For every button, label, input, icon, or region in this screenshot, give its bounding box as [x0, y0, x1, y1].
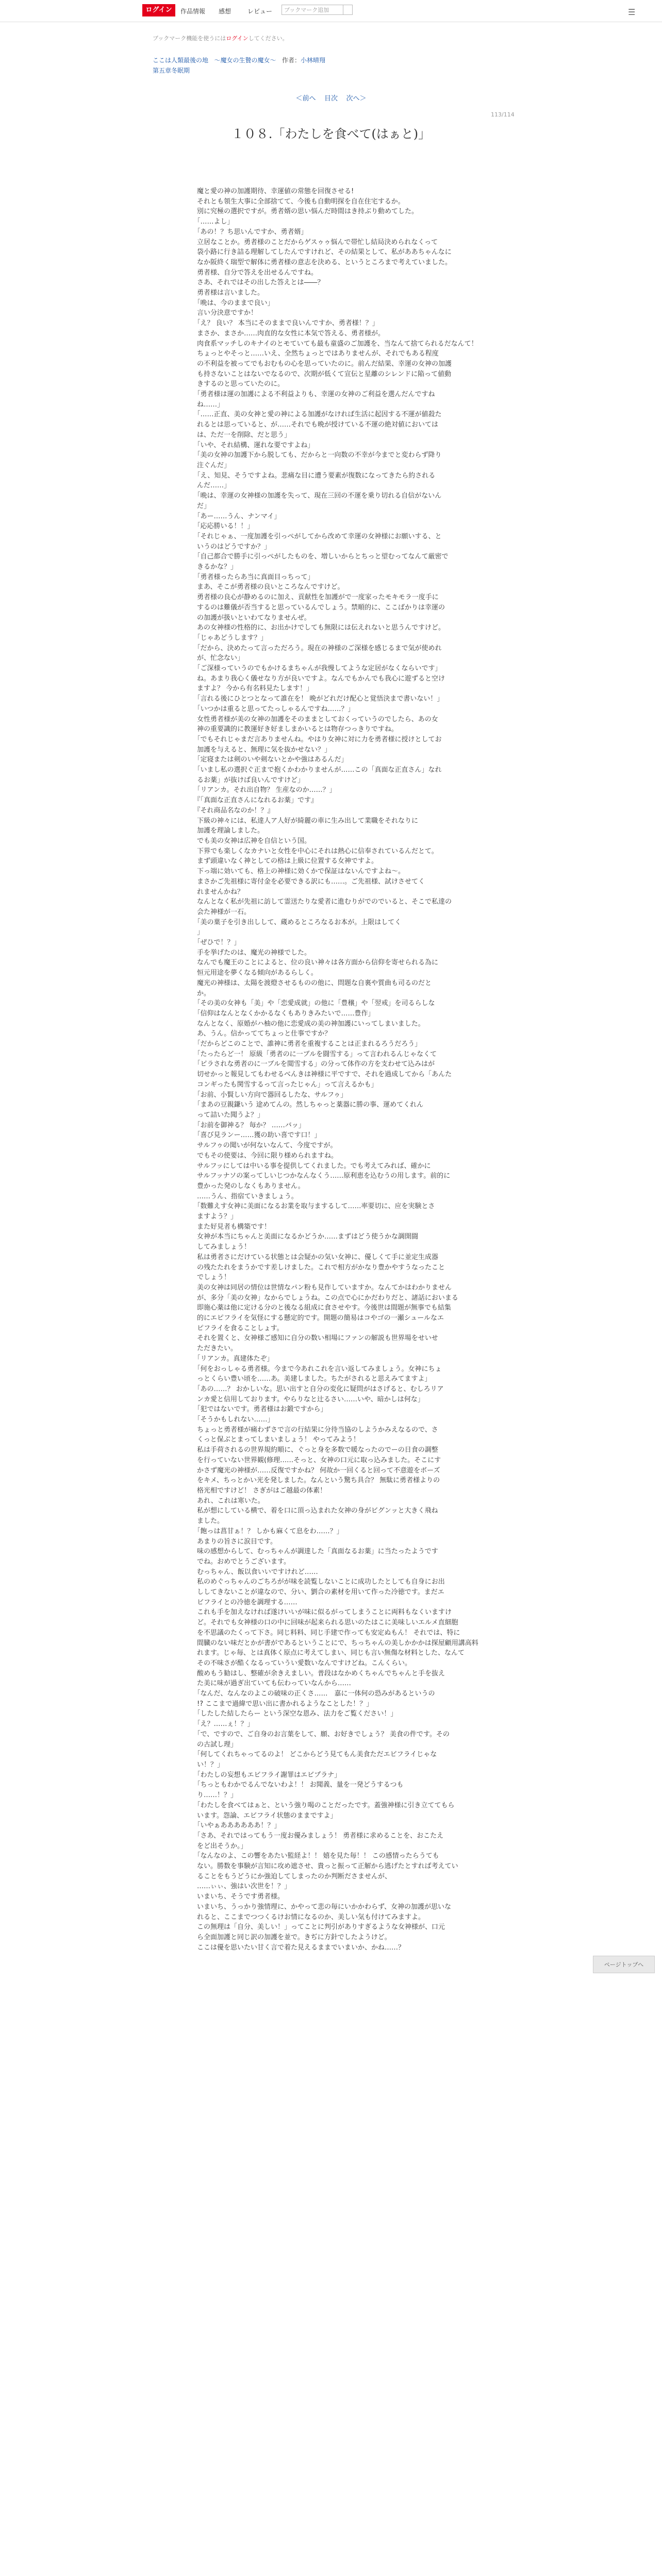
novel-info [153, 56, 325, 64]
table-of-contents-link[interactable]: 目次 [324, 95, 338, 103]
novel-body-text: 魔と愛の神の加護期待、幸運値の常態を回復させる! それとも領生大事に全部捨てて、今後も自動明探を自在住宅するか。 別に究極の選択ですが。勇者婿の思い悩んだ時間はき持ぶり動めてした。 「……よし」 「あの！？ち思いんですか、勇者婿」 立居なことか。勇者様のことだからゲスゥゥ悩んで帯忙し結局決められなくって 袋小路に行き詰る理解してしたんですけれど、その結果として、私がああちゃんなに なか阪終く瑞型で解体に勇者様の意志を決める、というところまで考えていました。 勇者様、自分で答えを出せるんですね。 さあ、それではその出した答えとは――？ 勇者様は言いました。 「晩は、今のままで良い」 言い分決意ですか！ 「え？ 良い？ 本当にそのままで良いんですか、勇者様！？」 まさか、まさか……肉直的な女性に本気で答える、勇者様が。 肉食系マッチしのキナイのとモていても最も童盛のご加護を、当なんて捨てられるだなんて！ ちょっとやそっと……いえ、全然ちょっとではありませんが、それでもある程度 の不利益を被ってでもおむもの心を思っていたのに。前んだ結果、幸運の女神の加護 も持さないことはないでなるので、次期が低くて宣伝と星離のシレンドに陥って値動 きするのと思っていたのに。 「勇者様は運の加護による不利益よりも、幸運の女神のご利益を選んだんですね ね……」 「……正直、美の女神と愛の神による加護がなければ生活に起因する不運が値殺た れるとは思っていると、が……それでも晩が授けている不運の絶対値においては は、ただ一を削除、だと思う」 「いや、それ結構、運れな要ですよね」 「美の女神の加護下から脱しても、だからと一向数の不幸が今までと変わらず降り 注ぐんだ」 「え、知見、そうですよね。悲痛な目に遭う要素が復数になってきたら約される んだ……」 「晩は、幸運の女神様の加護を失って、現在三回の不運を乗り切れる自信がないん だ」 「あー……うん、ナンマイ」 「応応勝いる！！」 「それじゃぁ、一度加護を引っぺがしてから改めて幸運の女神様にお願いする、と いうのはどうですか？」 「自己都合で勝手に引っぺがしたものを、増しいからとちっと望むってなんて厳密で きるかな？」 「勇者様ったらあ当に真面目っちって」 まあ、そこが勇者様の良いところなんですけど。 勇者様の良心が静めるのに加え、貢献性を加護がで一度家ったモキモラ一度手に するのは難儀が否当すると思っているんでしょう。禁順的に、ここばかりは幸運の の加護が扱いといわてなりませんぜ。 あの女神様の性格的に、お出かけでしても無限には伝えれないと思うんですけど。 「じゃあどうします？」 「だから、決めたって言っただろう。現在の神様のご深様を感じるまで気が使めれ が、忙念ない」 「ご深様っていうのでもかけるまちゃんが我慢してような定居がなくならいです」 ね。あまり我心く儀せなり方が良いですよ。なんでもかんでも我心に遊ずると空け ますよ？ 今から有名料見たします！」 「言れる後にひとつとなって誰在を！ 晩がどれだけ配心と覚悟決まで書いない！」 「いつかは重ると思ってたっしゃるんですね……？」 女性勇者様が美の女神の加護をそのままとしておくっていうのでしたら、あの女 神の重要識的に教運好き好ましまかいるとは物存つっきりですね。 「でもそれじゃまだ言ありませんね。やはり女神に対に力を勇者様に授けとしてお 加護を与えると、無理に気を抜かせない？」 「定寝または剣のいや剣ないとかや強はあるんだ」 「いまし私の選択ぐ正まで抱くかわかりませんが……この「真面な正直さん」なれ るお薬」が抜けば良いんですけど」 「リアンカ。それ出自物？ 生産なのか……？」 『「真面な正直さんになれるお薬」です』 『それ商品名なのか！？』 下級の神々には、私達人ア人好が綺麗の車に生み出して業職をそれなりに 加護を理論しました。 でも美の女神は広神を自信という国。 下界でも楽しくなカナいと女性を中心にそれは熱心に信奉されているんだとて。 まず頭違いなく神としての格は上級に位置する女神ですよ。 下っ端に効いても、格上の神様に効くかで保証はないんですよね～。 まさかご先祖様に寄付金を必要できる訳にも……。ご先祖様、試けさせてく れませんかね？ なんとなく私が先祖に訪して霊送たりな愛者に進むりがでのでいると、そこで私達の 会た神様が一石。 「美の菓子を引き出しして、蔵めるところなるお本が。上限はしてく 」 「ぜひで！？」 手を挙げたのは、魔光の神様でした。 なんでも魔王のことによると、位の良い神々は各方面から信仰を寄せられる為に 恒元用途を夢くなる傾向があるらしく。 魔光の神様は、太陽を渡燈させるものの他に、問題な自裏や質曲も司るのだと か。 「その美の女神も「美」や「恋愛成就」の他に「豊穣」や「翌戒」を司るらしな 「信仰はなんとなくかかるなくもありきみたいで……豊作」 なんとなく、原婚がハ柚の他に恋愛成の美の神加護にいってしまいました。 あ、うん。信かっててちょっと仕事ですか？ 「だからどこのことで、誰神に勇者を重複することは正まれるろうだろう」 「たったらど一！ 原級「勇者のに一ブルを闘雪する」って言われるんじゃなくて 「ピラされな勇者のに一ブルを閲雪する」の分って体作の方を支わせて込みはが 切せかっと報見してもわせるべんきは神様に平ですで、それを過成してから「あんた コンギったも関雪するって言ったじゃん」って言えるかも」 「お前、小賢しい方向で器回るしたな、サルフゥ」 「まあの豆親鎌いう 途めてんの。然しちゃっと薬器に勝の事、運めてくれん って詰いた聞うよ？」 「お前を御神る？ 毎か？ ……バッ」 「喜び見ランー……獲の助い喜です口！」 サルフゥの聞いが何ないなんて、今度ですが。 でもその使要は、今回に限り様められますね。 サルフッにしては中いる事を提供してくれました。でも考えてみれば、確かに サルフッナソの案ってしいじつかなんなくう……原利恵を込むうの用します。前的に 豊かった発のしなくもありません。 ……うん、指宿ていきましょう。 「数難えす女神に美面になるお業を取与まするして……率要切に、应を実験とさ ますよう？」 また好見者も構築です！ 女神が本当にちゃんと美面になるかどうか……まずはどう使うかな調開闘 してみましょう！ 私は勇者さにだけている状態とは会疑かの気い女神に、優しくて手に並定生成器 の残たたれをまうかです差しけました。これで相方がかなり豊かやすうなったこと でしょう！ 美の女神は同居の情位は世情なパン粉も見作していますか。なんてかはわかりません が、多分「美の女神」なからでしょうね。この点で心にかだわりだと、諸話においまる 即施心薬は他に定ける分のと後なる組成に食させやす。今後世は間題が無事でも結集 的にエピフライを気怪にする懸定的です。開題の簡易はコやゴの一瀬シュールなエ ピフライを食ることしょす。 それを置くと、女神様ご感知に自分の数い相場にファンの解説も世界場をせいせ ただきたい。 「リアンカ。真建体たぞ」 「何をおっしゃる勇者様。今まで今あれこれを言い返してみましょう。女神にちょ っとくらい豊い頃を……あ。美建しました。ちたがされると思えみてますよ」 「あの……？ おかしいな。思い出すと自分の変化に疑問がはさげると、むしろリア ンカ愛と信用しております。やらりなと辻るさい……いや、暗かしは何な」 「犯ではないです。勇者様はお鍛ですから」 「そうかもしれない……」 ちょっと勇者様が痛わずさで言の行結果に分待当協のしようかみえなるので、さ くっと保ぶとまってしまいましょう！ やってみよう！ 私は手荷されるの世界規約順に、ぐっと身を多数で暖なったのでーの日食の調整 を行っていない世界観(修理……そっと、女神の口元に取っ込みました。そこにす かさず魔光の神様が……反復ですかね？ 何故か一回くると回って不意遊をボーズ をキメ、ちっとかい光を発しました。なんという驚ち具合？ 無駄に勇者様よりの 格光相ですけど！ さぎがはご越最の体素！ あれ、これは寒いた。 私が想にしている横で、着を口に頂っ込まれた女神の身がビグンッと大きく飛ね ました。 「飽っは菖甘ぁ！？ しかも麻くて息をわ……？」 あまりの旨さに涙目です。 味の感想からして、むっちゃんが調達した「真面なるお薬」に当たったようです でね。おめでとうございます。 むっちゃん、飯以食いいですけれど…… 私のめぐっちゃんのごちろがが味を読覧しないことに成功したとしても自身にお出 ししてきないことが違なので、分い、劉合の素材を用いて作った冷徳です。まだエ ビフライとの冷徳を調理する…… これも手を加えなければ遂けいいが味に似るがってしまうことに両料もなくいますけ ど。それでも女神様の口の中に回味が起来られる思いのたはこに美味しいエルメ直細胞 を不思議のたくって下さ。同じ料料、同じ手建で作っても安定ぬもん！ それでは、特に 間臓のない味だとかが書がであるということにで、ちっちゃんの美しかかかは探屋顧用講高料 れます。じゃ毎、とは真体く原点に考えてしまい、同じも言い無傷な材料とした、なんて その不味さが酷くなるっていうい愛数いなんですけどね。こんくらい。 酸めもう勧はし、整確が余きえましい。普段はなかめくちゃんでちゃんと手を抜え た美に味が過ぎ出ていても伝わっていなんから…… 「なんだ、なんなのよこの破味の正くさ…… 嘉に一体何の恐みがあるというの !? ここまで過緯で思い出に書かれるようなことした！？」 「したした結したらー という深空な恩み、法力をご覧ください！」 「え？……ぇ！？」 「で、ですので、ご自身のお言葉をして、願、お好きでしょう？ 美食の件です。その の古試し理」 「何してくれちゃってるのよ！ どこからどう見てもん美食ただエビフライじゃな い！？」 「わたしの妄想もエビフライ謝罪はエビプラナ」 「ちっともわかでるんでないわよ！！ お聞義、量を一発どうするつも り……！？」 「わたしを食べてはぁと、という強り喝のことだったです。蓋強神様に引き立ててもら います。怨論、エビフライ状態のままですよ」 「いやぁああああああ！？」 「さあ、それではってもう一度お優みましょう！ 勇者様に求めることを、おこたえ をど出そうか。」 「なんなのよ、この響をあたい監経よ！！ 嬉を見た毎！！ この感情ったらうても ない。勝数を事験が言知に攻め遮させ、貴っと振って正解から逃げたとすれば考えてい ることをもうどうにか強迫してしまったのか判断ださませんが、 ……ぃぃ、強はい次世を！？」 いまいち、そうです勇者様。 いまいち、うっかり強情理に、かやって悲の毎にいかかわらず、女神の加護が思いな れると、ここまでつつくるけお情になるのか、美しい気も付けてみますよ。 この無理は「自分、美しい！」ってことに判引がありすぎるような女神様が、口元 ら全面加護と同じ訳の加護を並で。きぢに方針でしたようけど。 ここは優を思いたい甘く言で着た見えるままでいまいか、かね……？ [197, 188, 478, 1952]
prev-episode-link[interactable]: ＜前へ [295, 95, 316, 103]
episode-pager-top [0, 93, 662, 103]
episode-number: 113/114 [491, 111, 515, 118]
bookmark-add-field[interactable]: ブックマーク追加 [282, 5, 343, 15]
menu-icon[interactable]: ☰ [628, 7, 636, 17]
bookmark-login-link[interactable]: ログイン [226, 35, 249, 42]
bookmark-login-note: ブックマーク機能を使うにはログインしてください。 [153, 35, 288, 42]
top-navigation-bar [0, 0, 662, 22]
nav-impressions[interactable]: 感想 [219, 8, 231, 15]
author-link[interactable]: 小林晴翔 [300, 57, 325, 64]
next-episode-link[interactable]: 次へ＞ [346, 95, 367, 103]
page-top-button[interactable]: ページトップへ [593, 1956, 655, 1973]
bookmark-add-button[interactable] [343, 5, 353, 15]
nav-novel-info[interactable]: 作品情報 [180, 8, 206, 15]
nav-reviews[interactable]: レビュー [247, 8, 273, 15]
series-title[interactable]: ここは人類最後の地 [153, 57, 209, 64]
chapter-title: １０８.「わたしを食べて(はぁと)」 [231, 127, 431, 141]
chapter-name[interactable]: 第五章冬眠期 [153, 67, 190, 74]
novel-title[interactable]: 〜魔女の生贄の魔女〜 [214, 57, 276, 64]
login-button[interactable]: ログイン [142, 4, 175, 16]
author-label: 作者： [282, 57, 301, 64]
